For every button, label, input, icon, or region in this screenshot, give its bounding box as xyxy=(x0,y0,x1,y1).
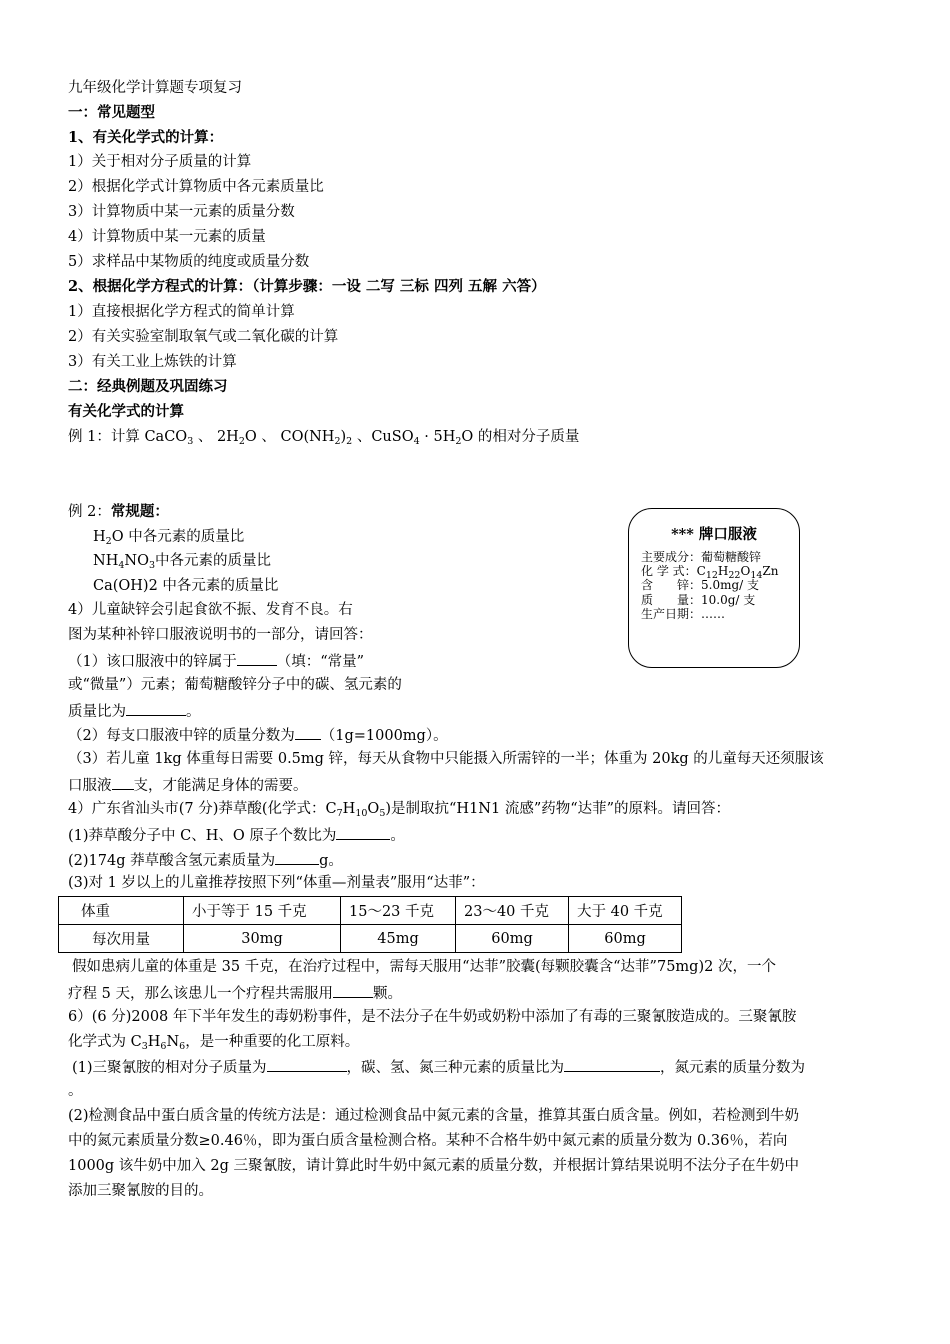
question-4-line: （1）该口服液中的锌属于 （填：“常量” xyxy=(68,650,364,672)
question-4b-line: (2)174g 莽草酸含氢元素质量为 g。 xyxy=(68,849,343,871)
label-box-line: 质 量：10.0g/ 支 xyxy=(641,593,756,607)
answer-blank xyxy=(112,774,134,790)
table-header: 体重 xyxy=(59,897,184,925)
subsection-formula-calc: 1、有关化学式的计算： xyxy=(68,129,224,146)
answer-blank xyxy=(295,724,321,740)
subsection-equation-calc: 2、根据化学方程式的计算：（计算步骤：一设 二写 三标 四列 五解 六答） xyxy=(68,278,546,295)
question-6-line: 化学式为 $C_3H_6N_6$，是一种重要的化工原料。 xyxy=(68,1034,360,1052)
table-cell: 60mg xyxy=(456,925,569,953)
table-header: 15～23 千克 xyxy=(341,897,456,925)
question-4b-line: (3)对 1 岁以上的儿童推荐按照下列“体重—剂量表”服用“达菲”： xyxy=(68,875,485,891)
table-header: 大于 40 千克 xyxy=(569,897,682,925)
question-6-line: 中的氮元素质量分数≥0.46％，即为蛋白质含量检测合格。某种不合格牛奶中氮元素的质量分数为 0.36％，若向 xyxy=(68,1133,788,1149)
label-box-line: 主要成分：葡萄糖酸锌 xyxy=(641,550,762,564)
label-box-line: 含 锌：5.0mg/ 支 xyxy=(641,578,760,592)
table-row xyxy=(59,925,682,953)
answer-blank xyxy=(237,650,277,666)
question-6-line: 添加三聚氰胺的目的。 xyxy=(68,1183,213,1199)
answer-blank xyxy=(275,849,319,865)
question-4c-line: 假如患病儿童的体重是 35 千克，在治疗过程中，需每天服用“达菲”胶囊(每颗胶囊含“达菲”75mg)2 次，一个 xyxy=(72,959,776,975)
question-4-line: （3）若儿童 1kg 体重每日需要 0.5mg 锌，每天从食物中只能摄入所需锌的一半；体重为 20kg 的儿童每天还须服该 xyxy=(68,751,824,767)
list-item: 4）计算物质中某一元素的质量 xyxy=(68,229,266,245)
question-4-line: 4）儿童缺锌会引起食欲不振、发育不良。右 xyxy=(68,602,353,618)
example-2-line: Ca(OH)2 中各元素的质量比 xyxy=(93,578,279,594)
answer-blank xyxy=(267,1056,347,1072)
section-2-heading: 二：经典例题及巩固练习 xyxy=(68,378,228,395)
table-header: 小于等于 15 千克 xyxy=(184,897,341,925)
example-2-line: $H_2O$ 中各元素的质量比 xyxy=(93,529,245,547)
label-box-title: *** 牌口服液 xyxy=(671,526,757,543)
question-4c-line: 疗程 5 天，那么该患儿一个疗程共需服用 颗。 xyxy=(68,982,402,1004)
list-item: 2）根据化学式计算物质中各元素质量比 xyxy=(68,179,324,195)
question-6-line: 6）(6 分)2008 年下半年发生的毒奶粉事件，是不法分子在牛奶或奶粉中添加了有毒的三聚氰胺造成的。三聚氰胺 xyxy=(68,1009,797,1025)
list-item: 3）有关工业上炼铁的计算 xyxy=(68,354,237,370)
table-header: 23～40 千克 xyxy=(456,897,569,925)
table-cell: 60mg xyxy=(569,925,682,953)
question-4b-line: (1)莽草酸分子中 C、H、O 原子个数比为 。 xyxy=(68,824,405,846)
list-item: 3）计算物质中某一元素的质量分数 xyxy=(68,204,295,220)
question-6-line: (2)检测食品中蛋白质含量的传统方法是：通过检测食品中氮元素的含量，推算其蛋白质含量。例如，若检测到牛奶 xyxy=(68,1108,800,1124)
table-cell: 每次用量 xyxy=(59,925,184,953)
list-item: 2）有关实验室制取氧气或二氧化碳的计算 xyxy=(68,329,339,345)
list-item: 5）求样品中某物质的纯度或质量分数 xyxy=(68,254,310,270)
list-item: 1）直接根据化学方程式的简单计算 xyxy=(68,304,295,320)
answer-blank xyxy=(333,982,373,998)
question-4-line: （2）每支口服液中锌的质量分数为 （1g=1000mg）。 xyxy=(68,724,448,746)
answer-blank xyxy=(126,700,186,716)
table-row xyxy=(59,897,682,925)
table-cell: 45mg xyxy=(341,925,456,953)
example-2-heading: 例 2：常规题： xyxy=(68,503,169,520)
question-6-line: (1)三聚氰胺的相对分子质量为 ，碳、氢、氮三种元素的质量比为 ，氮元素的质量分数为 xyxy=(72,1056,805,1078)
question-6-line: 1000g 该牛奶中加入 2g 三聚氰胺，请计算此时牛奶中氮元素的质量分数，并根据计算结果说明不法分子在牛奶中 xyxy=(68,1158,800,1174)
list-item: 1）关于相对分子质量的计算 xyxy=(68,154,252,170)
question-4b-line: 4）广东省汕头市(7 分)莽草酸(化学式：$C_7H_{10}O_5$)是制取抗“H1N1 流感”药物“达菲”的原料。请回答： xyxy=(68,801,731,819)
doc-title: 九年级化学计算题专项复习 xyxy=(68,80,242,96)
answer-blank xyxy=(564,1056,660,1072)
question-4-line: 口服液 支，才能满足身体的需要。 xyxy=(68,774,308,796)
answer-blank xyxy=(336,824,390,840)
medicine-label-box xyxy=(628,508,800,668)
question-4-line: 图为某种补锌口服液说明书的一部分，请回答： xyxy=(68,627,373,643)
example-1: 例 1：计算 CaCO$_3$ 、 $2H_2O$ 、 $CO(NH_2)_2$ 、CuSO$_4$ · $5H_2O$ 的相对分子质量 xyxy=(68,429,580,447)
label-box-line: 生产日期：…… xyxy=(641,607,726,621)
dose-table xyxy=(58,896,682,953)
subsection-heading: 有关化学式的计算 xyxy=(68,403,184,420)
question-4-line: 或“微量”）元素；葡萄糖酸锌分子中的碳、氢元素的 xyxy=(68,677,402,693)
question-6-line: 。 xyxy=(68,1083,83,1099)
table-cell: 30mg xyxy=(184,925,341,953)
question-4-line: 质量比为 。 xyxy=(68,700,201,722)
label-box-line: 化 学 式：$C_{12}H_{22}O_{14}Zn$ xyxy=(641,564,779,581)
section-1-heading: 一：常见题型 xyxy=(68,104,155,121)
example-2-line: $NH_4NO_3$中各元素的质量比 xyxy=(93,553,272,571)
